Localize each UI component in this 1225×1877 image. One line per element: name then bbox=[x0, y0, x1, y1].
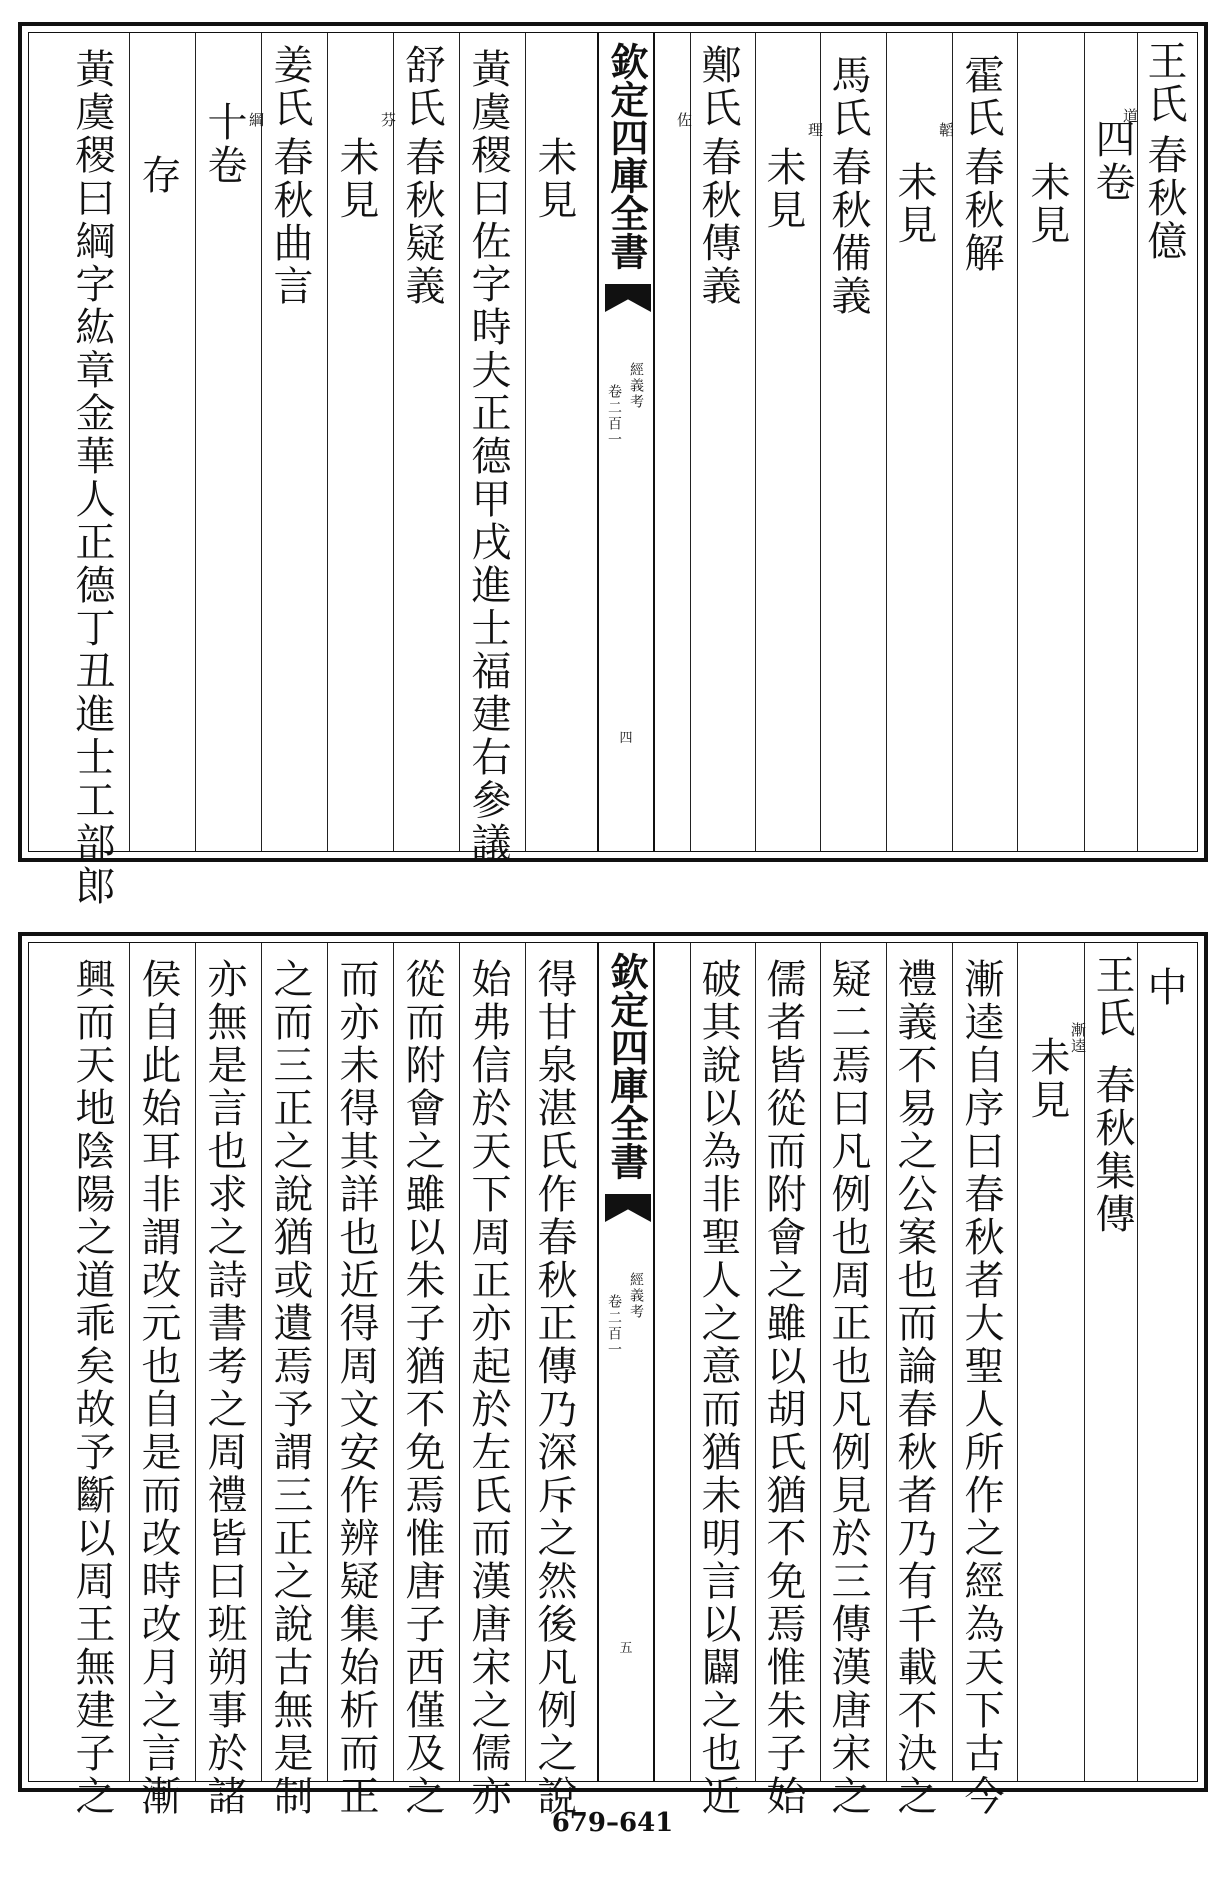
commentary-text: 儒者皆從而附會之雖以胡氏猶不免焉惟朱子始 bbox=[760, 958, 806, 1818]
book-name: 經義考 bbox=[628, 362, 644, 410]
entry-name: 舒氏 bbox=[399, 44, 445, 130]
column-rule bbox=[261, 32, 262, 852]
status-text: 未見 bbox=[1024, 1036, 1070, 1122]
entry-title: 春秋傳義 bbox=[695, 136, 741, 308]
commentary-text: 從而附會之雖以朱子猶不免焉惟唐子西僅及之 bbox=[399, 958, 445, 1818]
column-rule bbox=[195, 32, 196, 852]
commentary-text: 興而天地陰陽之道乖矣故予斷以周王無建子之 bbox=[69, 958, 115, 1818]
entry-title: 春秋備義 bbox=[825, 146, 871, 318]
column-rule bbox=[1084, 942, 1085, 1782]
column-rule bbox=[525, 942, 526, 1782]
commentary-text: 漸逵自序曰春秋者大聖人所作之經為天下古今 bbox=[958, 958, 1004, 1818]
book-name: 經義考 bbox=[628, 1272, 644, 1320]
center-margin bbox=[597, 942, 655, 1782]
column-rule bbox=[393, 942, 394, 1782]
commentary-text: 黃虞稷曰佐字時夫正德甲戌進士福建右參議 bbox=[465, 48, 511, 865]
page-footer-number: 679–641 bbox=[551, 1808, 674, 1838]
entry-note: 芬 bbox=[379, 112, 397, 128]
entry-name: 王氏 bbox=[1141, 40, 1187, 126]
column-rule bbox=[327, 942, 328, 1782]
commentary-text: 禮義不易之公案也而論春秋者乃有千載不決之 bbox=[891, 958, 937, 1818]
column-rule bbox=[1084, 32, 1085, 852]
column-rule bbox=[886, 942, 887, 1782]
commentary-text: 而亦未得其詳也近得周文安作辨疑集始析而正 bbox=[333, 958, 379, 1818]
column-rule bbox=[1017, 32, 1018, 852]
column-rule bbox=[1137, 942, 1138, 1782]
entry-name: 姜氏 bbox=[267, 44, 313, 130]
column-rule bbox=[1137, 32, 1138, 852]
volume-count: 四卷 bbox=[1089, 118, 1135, 204]
commentary-text: 破其說以為非聖人之意而猶未明言以闢之也近 bbox=[695, 958, 741, 1818]
entry-note: 道 bbox=[1121, 108, 1139, 124]
column-rule bbox=[755, 942, 756, 1782]
entry-name: 鄭氏 bbox=[695, 44, 741, 130]
column-rule bbox=[820, 32, 821, 852]
entry-title: 春秋解 bbox=[958, 146, 1004, 275]
entry-title: 春秋億 bbox=[1141, 134, 1187, 263]
status-text: 未見 bbox=[760, 146, 806, 232]
column-rule bbox=[261, 942, 262, 1782]
volume-number: 卷二百一 bbox=[606, 384, 622, 448]
commentary-text: 黃虞稷曰綱字紘章金華人正德丁丑進士工部郎 bbox=[69, 48, 115, 908]
entry-title: 春秋曲言 bbox=[267, 136, 313, 308]
commentary-text: 疑二焉曰凡例也周正也凡例見於三傳漢唐宋之 bbox=[825, 958, 871, 1818]
column-rule bbox=[755, 32, 756, 852]
column-rule bbox=[393, 32, 394, 852]
volume-number: 卷二百一 bbox=[606, 1294, 622, 1358]
page-number: 五 bbox=[619, 1641, 633, 1656]
book-title: 欽定四庫全書 bbox=[604, 952, 649, 1180]
column-rule bbox=[525, 32, 526, 852]
bottom-page bbox=[18, 932, 1208, 1818]
status-text: 未見 bbox=[1024, 161, 1070, 247]
column-rule bbox=[690, 32, 691, 852]
book-title: 欽定四庫全書 bbox=[604, 42, 649, 270]
column-rule bbox=[195, 942, 196, 1782]
entry-note: 理 bbox=[806, 122, 824, 138]
column-rule bbox=[129, 942, 130, 1782]
column-rule bbox=[952, 32, 953, 852]
column-rule bbox=[820, 942, 821, 1782]
status-text: 未見 bbox=[531, 136, 577, 222]
status-text: 未見 bbox=[333, 136, 379, 222]
entry-title: 春秋集傳 bbox=[1089, 1064, 1135, 1236]
column-rule bbox=[952, 942, 953, 1782]
column-rule bbox=[459, 942, 460, 1782]
entry-title: 春秋疑義 bbox=[399, 136, 445, 308]
entry-note: 韜 bbox=[937, 122, 955, 138]
entry-name: 王氏 bbox=[1089, 954, 1135, 1040]
page-number: 四 bbox=[619, 731, 633, 746]
continuation-text: 中 bbox=[1141, 966, 1187, 1009]
column-rule bbox=[1017, 942, 1018, 1782]
commentary-text: 始弗信於天下周正亦起於左氏而漢唐宋之儒亦 bbox=[465, 958, 511, 1818]
commentary-text: 侯自此始耳非謂改元也自是而改時改月之言漸 bbox=[135, 958, 181, 1818]
fishtail-mark bbox=[605, 284, 651, 312]
commentary-text: 亦無是言也求之詩書考之周禮皆曰班朔事於諸 bbox=[201, 958, 247, 1818]
center-margin bbox=[597, 32, 655, 852]
status-text: 未見 bbox=[891, 161, 937, 247]
entry-name: 霍氏 bbox=[958, 54, 1004, 140]
volume-count: 十卷 bbox=[201, 101, 247, 187]
column-rule bbox=[327, 32, 328, 852]
column-rule bbox=[129, 32, 130, 852]
commentary-text: 得甘泉湛氏作春秋正傳乃深斥之然後凡例之說 bbox=[531, 958, 577, 1818]
entry-name: 馬氏 bbox=[825, 54, 871, 140]
top-page bbox=[18, 22, 1208, 908]
column-rule bbox=[886, 32, 887, 852]
fishtail-mark bbox=[605, 1194, 651, 1222]
entry-note: 綱 bbox=[247, 112, 265, 128]
status-text: 存 bbox=[135, 154, 181, 197]
entry-note: 漸逵 bbox=[1069, 1022, 1087, 1054]
column-rule bbox=[690, 942, 691, 1782]
entry-note: 佐 bbox=[675, 112, 693, 128]
commentary-text: 之而三正之說猶或遺焉予謂三正之說古無是制 bbox=[267, 958, 313, 1818]
column-rule bbox=[459, 32, 460, 852]
